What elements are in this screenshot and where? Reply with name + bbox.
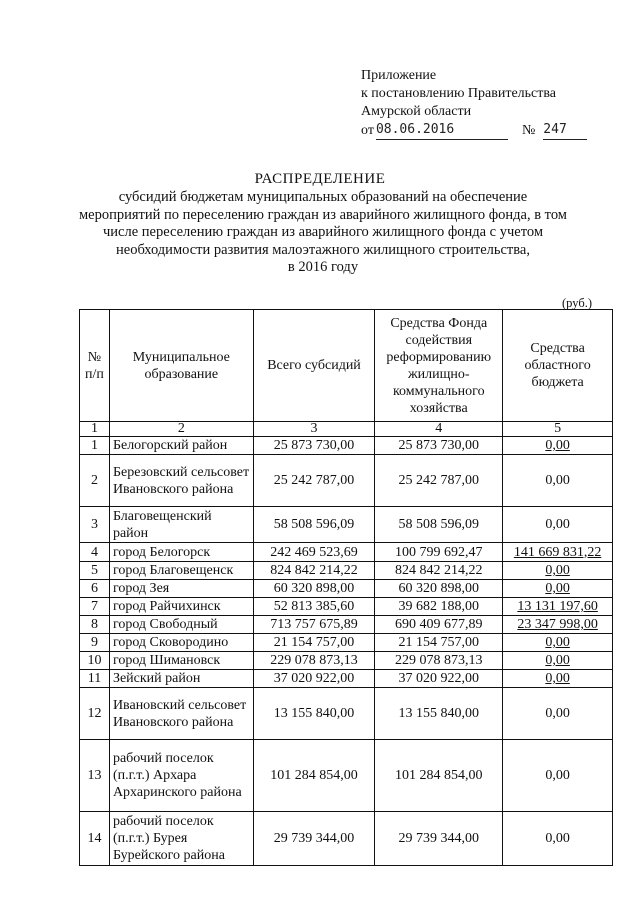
row-fund: 39 682 188,00 bbox=[375, 598, 503, 616]
table-row bbox=[80, 543, 613, 562]
row-regional: 0,00 bbox=[503, 740, 613, 812]
table-row bbox=[80, 740, 613, 812]
row-total: 25 242 787,00 bbox=[253, 455, 375, 507]
row-number: 8 bbox=[80, 616, 110, 634]
appendix-line-1: Приложение bbox=[361, 68, 437, 83]
row-total: 101 284 854,00 bbox=[253, 740, 375, 812]
row-fund: 25 873 730,00 bbox=[375, 437, 503, 455]
row-regional: 0,00 bbox=[503, 437, 613, 455]
row-number: 7 bbox=[80, 598, 110, 616]
date-value: 08.06.2016 bbox=[375, 122, 455, 137]
table-row bbox=[80, 598, 613, 616]
row-fund: 58 508 596,09 bbox=[375, 507, 503, 543]
column-number: 1 bbox=[80, 422, 110, 437]
row-number: 4 bbox=[80, 543, 110, 562]
subtitle-line: в 2016 году bbox=[287, 259, 359, 275]
row-total: 824 842 214,22 bbox=[253, 562, 375, 580]
number-value: 247 bbox=[543, 122, 567, 137]
row-total: 229 078 873,13 bbox=[253, 652, 375, 670]
row-fund: 13 155 840,00 bbox=[375, 688, 503, 740]
row-fund: 21 154 757,00 bbox=[375, 634, 503, 652]
column-number: 4 bbox=[375, 422, 503, 437]
row-regional: 0,00 bbox=[503, 580, 613, 598]
currency-unit: (руб.) bbox=[562, 296, 592, 310]
row-total: 52 813 385,60 bbox=[253, 598, 375, 616]
table-row bbox=[80, 507, 613, 543]
distribution-table bbox=[79, 309, 613, 866]
header-municipality: Муниципальное образование bbox=[109, 310, 253, 422]
row-municipality: Ивановский сельсовет Ивановского района bbox=[109, 688, 253, 740]
document-title: РАСПРЕДЕЛЕНИЕ bbox=[254, 171, 386, 187]
row-regional: 141 669 831,22 bbox=[503, 543, 613, 562]
row-total: 29 739 344,00 bbox=[253, 812, 375, 866]
row-municipality: город Благовещенск bbox=[109, 562, 253, 580]
row-regional: 0,00 bbox=[503, 670, 613, 688]
subtitle-line: мероприятий по переселению граждан из аварийного жилищного фонда, в том bbox=[79, 206, 567, 223]
row-fund: 690 409 677,89 bbox=[375, 616, 503, 634]
row-total: 60 320 898,00 bbox=[253, 580, 375, 598]
row-number: 10 bbox=[80, 652, 110, 670]
row-number: 2 bbox=[80, 455, 110, 507]
table-row bbox=[80, 634, 613, 652]
row-regional: 0,00 bbox=[503, 455, 613, 507]
row-municipality: город Сковородино bbox=[109, 634, 253, 652]
row-municipality: город Райчихинск bbox=[109, 598, 253, 616]
table-row bbox=[80, 580, 613, 598]
row-fund: 25 242 787,00 bbox=[375, 455, 503, 507]
table-row bbox=[80, 455, 613, 507]
row-municipality: Белогорский район bbox=[109, 437, 253, 455]
row-number: 12 bbox=[80, 688, 110, 740]
appendix-line-3: Амурской области bbox=[361, 104, 472, 119]
row-regional: 0,00 bbox=[503, 688, 613, 740]
table-row bbox=[80, 437, 613, 455]
appendix-line-2: к постановлению Правительства bbox=[361, 86, 557, 101]
header-number: № п/п bbox=[80, 310, 110, 422]
column-number: 5 bbox=[503, 422, 613, 437]
table-row bbox=[80, 616, 613, 634]
row-municipality: город Шимановск bbox=[109, 652, 253, 670]
subtitle-line: числе переселению граждан из аварийного жилищного фонда с учетом bbox=[102, 224, 544, 240]
header-fund: Средства Фонда содействия реформированию жилищно-коммунального хозяйства bbox=[375, 310, 503, 422]
row-number: 13 bbox=[80, 740, 110, 812]
row-fund: 824 842 214,22 bbox=[375, 562, 503, 580]
row-municipality: город Белогорск bbox=[109, 543, 253, 562]
date-prefix: от bbox=[361, 123, 374, 138]
number-field bbox=[543, 121, 587, 140]
row-number: 9 bbox=[80, 634, 110, 652]
row-municipality: город Свободный bbox=[109, 616, 253, 634]
row-municipality: Благовещенский район bbox=[109, 507, 253, 543]
column-number: 3 bbox=[253, 422, 375, 437]
table-row bbox=[80, 670, 613, 688]
row-regional: 0,00 bbox=[503, 562, 613, 580]
row-municipality: Березовский сельсовет Ивановского района bbox=[109, 455, 253, 507]
table-row bbox=[80, 812, 613, 866]
row-total: 713 757 675,89 bbox=[253, 616, 375, 634]
subtitle-line: необходимости развития малоэтажного жилищного строительства, bbox=[116, 241, 530, 258]
row-regional: 0,00 bbox=[503, 652, 613, 670]
row-number: 11 bbox=[80, 670, 110, 688]
header-regional: Средства областного бюджета bbox=[503, 310, 613, 422]
column-number: 2 bbox=[109, 422, 253, 437]
column-number-row bbox=[80, 422, 613, 437]
row-municipality: Зейский район bbox=[109, 670, 253, 688]
row-regional: 0,00 bbox=[503, 812, 613, 866]
appendix-block bbox=[361, 67, 587, 140]
row-number: 3 bbox=[80, 507, 110, 543]
table-row bbox=[80, 652, 613, 670]
date-field bbox=[376, 121, 508, 140]
row-fund: 29 739 344,00 bbox=[375, 812, 503, 866]
number-label: № bbox=[521, 123, 536, 138]
row-number: 14 bbox=[80, 812, 110, 866]
row-regional: 0,00 bbox=[503, 507, 613, 543]
table-row bbox=[80, 562, 613, 580]
appendix-date-number-row bbox=[361, 121, 587, 140]
row-municipality: рабочий поселок (п.г.т.) Бурея Бурейского района bbox=[109, 812, 253, 866]
row-number: 5 bbox=[80, 562, 110, 580]
row-fund: 37 020 922,00 bbox=[375, 670, 503, 688]
row-regional: 23 347 998,00 bbox=[503, 616, 613, 634]
row-total: 13 155 840,00 bbox=[253, 688, 375, 740]
subtitle-line: субсидий бюджетам муниципальных образований на обеспечение bbox=[118, 189, 528, 205]
row-total: 242 469 523,69 bbox=[253, 543, 375, 562]
row-fund: 229 078 873,13 bbox=[375, 652, 503, 670]
row-total: 21 154 757,00 bbox=[253, 634, 375, 652]
row-total: 25 873 730,00 bbox=[253, 437, 375, 455]
row-municipality: рабочий поселок (п.г.т.) Архара Архаринского района bbox=[109, 740, 253, 812]
table-header-row bbox=[80, 310, 613, 422]
document-subtitle bbox=[70, 189, 576, 277]
row-fund: 101 284 854,00 bbox=[375, 740, 503, 812]
row-number: 6 bbox=[80, 580, 110, 598]
row-total: 37 020 922,00 bbox=[253, 670, 375, 688]
row-fund: 100 799 692,47 bbox=[375, 543, 503, 562]
row-fund: 60 320 898,00 bbox=[375, 580, 503, 598]
row-regional: 13 131 197,60 bbox=[503, 598, 613, 616]
row-municipality: город Зея bbox=[109, 580, 253, 598]
header-total: Всего субсидий bbox=[253, 310, 375, 422]
row-number: 1 bbox=[80, 437, 110, 455]
table-row bbox=[80, 688, 613, 740]
row-total: 58 508 596,09 bbox=[253, 507, 375, 543]
row-regional: 0,00 bbox=[503, 634, 613, 652]
